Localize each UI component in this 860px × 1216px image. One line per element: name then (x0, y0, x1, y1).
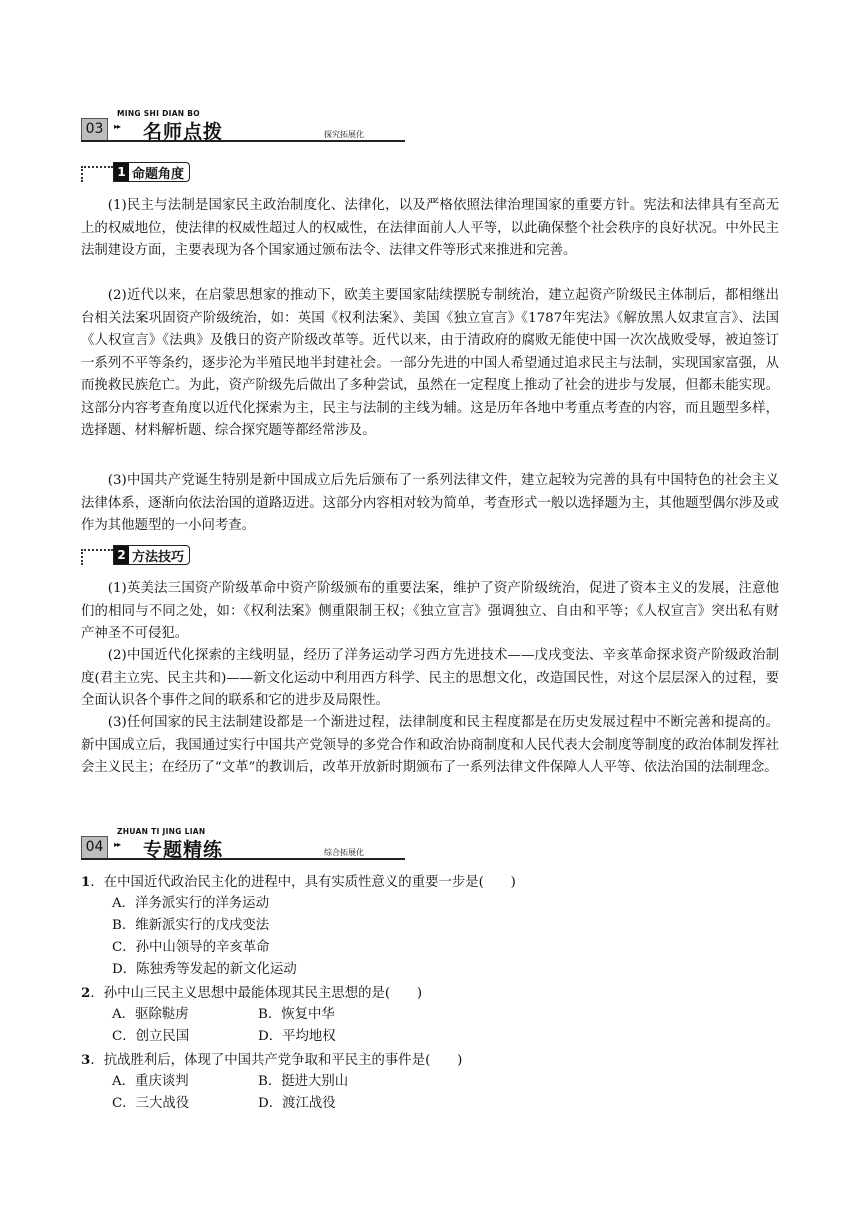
option-b: B．维新派实行的戊戌变法 (112, 918, 270, 933)
paragraph-1: (1)民主与法制是国家民主政治制度化、法律化，以及严格依照法律治理国家的重要方针。宪法和法律具有至高无上的权威地位，使法律的权威性超过人的权威性，在法律面前人人平等，以此确保整个社会秩序的良好状况。中外民主法制建设方面，主要表现为各个国家通过颁布法令、法律文件等形式来推进和完善。 (81, 198, 779, 258)
subheading-1 (81, 162, 241, 186)
option-b: B．恢复中华 (258, 1007, 335, 1022)
option-a: A．重庆谈判 (112, 1074, 189, 1089)
double-arrow-icon: ▸▸ (114, 840, 121, 849)
paragraph-3: (3)中国共产党诞生特别是新中国成立后先后颁布了一系列法律文件，建立起较为完善的具有中国特色的社会主义法律体系，逐渐向依法治国的道路迈进。这部分内容相对较为简单，考查形式一般以选择题为主，其他题型偶尔涉及或作为其他题型的一小问考查。 (81, 473, 779, 533)
subheading-title: 方法技巧 (132, 549, 185, 565)
option-d: D．平均地权 (258, 1029, 336, 1044)
option-c: C．孙中山领导的辛亥革命 (112, 940, 270, 955)
section-number: 04 (81, 836, 108, 859)
section-subtitle: 探究拓展化 (324, 130, 364, 139)
question-1 (81, 871, 516, 894)
paragraph-4: (1)英美法三国资产阶级革命中资产阶级颁布的重要法案，维护了资产阶级统治，促进了资本主义的发展，注意他们的相同与不同之处，如：《权利法案》侧重限制王权；《独立宣言》强调独立、自由和平等；《人权宣言》突出私有财产神圣不可侵犯。 (81, 581, 779, 641)
question-stem: ．抗战胜利后，体现了中国共产党争取和平民主的事件是( ) (90, 1053, 463, 1068)
question-2 (81, 982, 422, 1005)
section-rule (81, 858, 405, 860)
double-arrow-icon: ▸▸ (114, 122, 121, 131)
section-rule (81, 140, 405, 142)
section-header-03 (81, 109, 405, 169)
subheading-number: 2 (114, 546, 129, 564)
option-c: C．创立民国 (112, 1029, 190, 1044)
section-pinyin: MING SHI DIAN BO (117, 109, 200, 118)
option-d: D．陈独秀等发起的新文化运动 (112, 962, 297, 977)
dotted-bracket-icon (81, 166, 113, 182)
option-b: B．挺进大别山 (258, 1074, 349, 1089)
question-3 (81, 1049, 462, 1072)
subheading-number: 1 (114, 163, 129, 181)
section-subtitle: 综合拓展化 (324, 848, 364, 857)
subheading-badge (113, 545, 190, 565)
question-stem: ．孙中山三民主义思想中最能体现其民主思想的是( ) (90, 986, 423, 1001)
question-number: 3 (81, 1052, 91, 1068)
paragraph-6: (3)任何国家的民主法制建设都是一个渐进过程，法律制度和民主程度都是在历史发展过程中不断完善和提高的。新中国成立后，我国通过实行中国共产党领导的多党合作和政治协商制度和人民代表大会制度等制度的政治体制发挥社会主义民主；在经历了“文革”的教训后，改革开放新时期颁布了一系列法律文件保障人人平等、依法治国的法制理念。 (81, 715, 779, 775)
paragraph-5: (2)中国近代化探索的主线明显，经历了洋务运动学习西方先进技术——戊戌变法、辛亥革命探求资产阶级政治制度(君主立宪、民主共和)——新文化运动中利用西方科学、民主的思想文化，改造国民性，对这个层层深入的过程，要全面认识各个事件之间的联系和它的进步及局限性。 (81, 648, 779, 708)
section-title: 名师点拨 (143, 121, 224, 143)
section-pinyin: ZHUAN TI JING LIAN (117, 827, 206, 836)
subheading-badge (113, 162, 190, 182)
option-d: D．渡江战役 (258, 1096, 336, 1111)
option-a: A．洋务派实行的洋务运动 (112, 896, 269, 911)
subheading-2 (81, 545, 241, 569)
option-c: C．三大战役 (112, 1096, 190, 1111)
paragraph-2: (2)近代以来，在启蒙思想家的推动下，欧美主要国家陆续摆脱专制统治，建立起资产阶级民主体制后，都相继出台相关法案巩固资产阶级统治，如：英国《权利法案》、美国《独立宣言》《1787年宪法》《解放黑人奴隶宣言》、法国《人权宣言》《法典》及俄日的资产阶级改革等。近代以来，由于清政府的腐败无能使中国一次次战败受辱，被迫签订一系列不平等条约，逐步沦为半殖民地半封建社会。一部分先进的中国人希望通过追求民主与法制，实现国家富强，从而挽救民族危亡。为此，资产阶级先后做出了多种尝试，虽然在一定程度上推动了社会的进步与发展，但都未能实现。这部分内容考查角度以近代化探索为主，民主与法制的主线为辅。这是历年各地中考重点考查的内容，而且题型多样，选择题、材料解析题、综合探究题等都经常涉及。 (81, 288, 779, 438)
dotted-bracket-icon (81, 549, 113, 565)
subheading-title: 命题角度 (132, 166, 185, 182)
question-number: 2 (81, 985, 91, 1001)
section-title: 专题精练 (143, 839, 224, 861)
question-stem: ．在中国近代政治民主化的进程中，具有实质性意义的重要一步是( ) (90, 875, 516, 890)
section-number: 03 (81, 118, 108, 141)
option-a: A．驱除鞑虏 (112, 1007, 189, 1022)
question-number: 1 (81, 874, 91, 890)
